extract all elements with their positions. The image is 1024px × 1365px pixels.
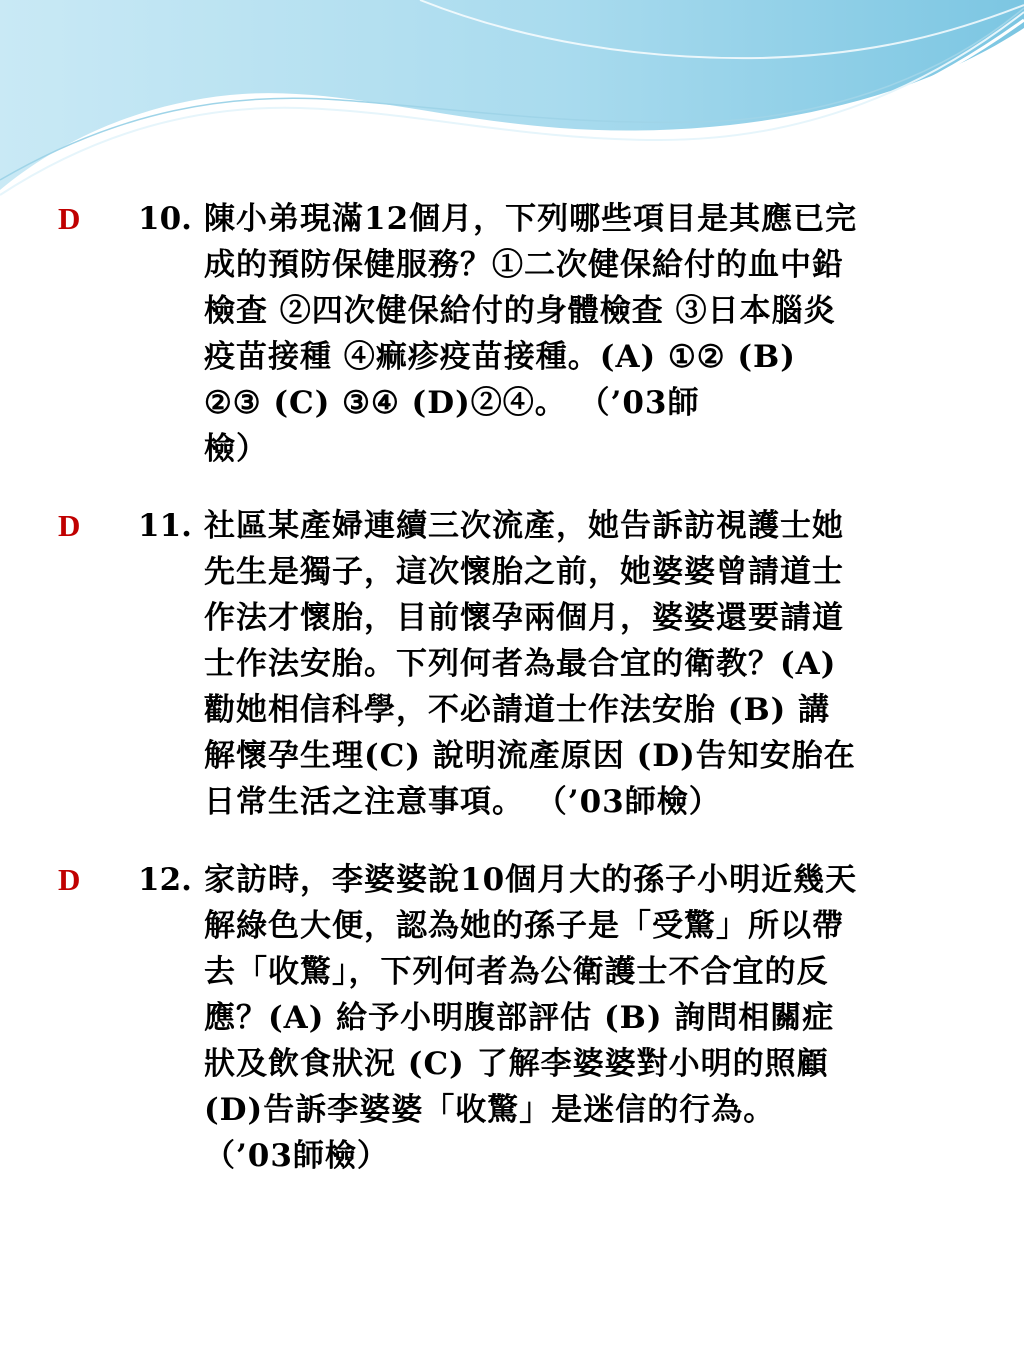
answer-label: D: [58, 201, 81, 236]
question-number: 12.: [138, 862, 192, 898]
answer-label: D: [58, 508, 81, 543]
question-text: 陳小弟現滿12個月，下列哪些項目是其應已完 成的預防保健服務？①二次健保給付的血中鉛 檢查 ②四次健保給付的身體檢查 ③日本腦炎 疫苗接種 ④痲疹疫苗接種。(A) ①② (B) ②③ (C) ③④ (D)②④。 （’03師 檢）: [204, 201, 858, 467]
question-number: 10.: [138, 201, 192, 237]
question-text: 社區某產婦連續三次流產，她告訴訪視護士她 先生是獨子，這次懷胎之前，她婆婆曾請道士 作法才懷胎，目前懷孕兩個月，婆婆還要請道 士作法安胎。下列何者為最合宜的衛教？(A) 勸她相信科學，不必請道士作法安胎 (B) 講 解懷孕生理(C) 說明流產原因 (D)告知安胎在 日常生活之注意事項。 （’03師檢）: [204, 508, 856, 820]
answer-label: D: [58, 862, 81, 897]
question-number: 11.: [138, 508, 192, 544]
question-text: 家訪時，李婆婆說10個月大的孫子小明近幾天 解綠色大便，認為她的孫子是「受驚」所以帶 去「收驚」，下列何者為公衛護士不合宜的反 應？(A) 給予小明腹部評估 (B) 詢問相關症 狀及飲食狀況 (C) 了解李婆婆對小明的照顧 (D)告訴李婆婆「收驚」是迷信的行為。 （’03師檢）: [204, 862, 858, 1174]
decorative-wave-header: [0, 0, 1024, 220]
